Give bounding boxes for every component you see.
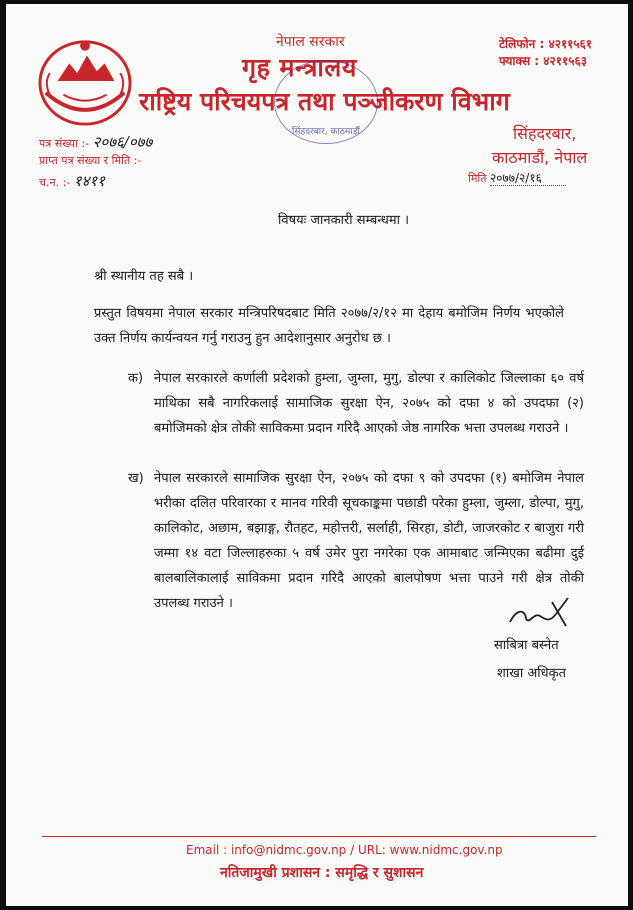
patra-label: पत्र संख्या :- <box>39 137 90 150</box>
signatory-name: साबित्रा बस्नेत <box>494 638 559 653</box>
address-line-1: सिंहदरबार, <box>513 124 577 143</box>
patra-value: २०७६/०७७ <box>92 133 153 151</box>
government-name: नेपाल सरकार <box>276 34 345 50</box>
letter-subject: विषयः जानकारी सम्बन्धमा । <box>278 213 410 228</box>
nepal-emblem-icon <box>36 34 134 128</box>
department-name: राष्ट्रिय परिचयपत्र तथा पञ्जीकरण विभाग <box>139 87 510 116</box>
ministry-name: गृह मन्त्रालय <box>242 53 357 82</box>
item-text: नेपाल सरकारले कर्णाली प्रदेशको हुम्ला, जुम्ला, मुगु, डोल्पा र कालिकोट जिल्लाका ६० वर्ष माथिका सबै नागरिकलाई सामाजिक सुरक्षा ऐन, २०७५ को दफा ४ को उपदफा (२) बमोजिमको क्षेत्र तोकी साविकमा प्रदान गरिदै आएको जेष्ठ नागरिक भत्ता उपलब्ध गराउने । <box>154 371 584 436</box>
item-label: ख) <box>128 471 144 486</box>
signature-mark <box>506 592 574 632</box>
stamp-text: सिंहदरबार, काठमाडौं <box>292 127 360 137</box>
intro-paragraph: प्रस्तुत विषयमा नेपाल सरकार मन्त्रिपरिषदबाट मिति २०७७/२/१२ मा देहाय बमोजिम निर्णय भएकोले उक्त निर्णय कार्यन्वयन गर्नु गराउनु हुन आदेशानुसार अनुरोध छ । <box>94 306 564 346</box>
fax-number: फ्याक्स : ४२११५६३ <box>499 54 587 68</box>
chalani-number <box>39 171 105 191</box>
prapta-patra <box>39 153 141 168</box>
date-label: मिति <box>468 172 487 185</box>
patra-sankhya <box>39 132 152 152</box>
prapta-label: प्राप्त पत्र संख्या र मिति :- <box>39 154 142 167</box>
signatory-title: शाखा अधिकृत <box>497 666 567 681</box>
footer-motto: नतिजामुखी प्रशासन : समृद्धि र सुशासन <box>220 865 424 881</box>
letter-date <box>468 169 566 186</box>
salutation: श्री स्थानीय तह सबै । <box>94 269 194 284</box>
item-label: क) <box>128 371 144 386</box>
footer-divider <box>42 836 596 837</box>
chalani-label: च.न. :- <box>39 176 71 189</box>
telephone-number: टेलिफोन : ४२११५६१ <box>499 37 593 51</box>
address-line-2: काठमाडौं, नेपाल <box>492 148 588 167</box>
letter-page <box>6 4 628 906</box>
date-value: २०७७/२/१६ <box>490 171 566 186</box>
item-text: नेपाल सरकारले सामाजिक सुरक्षा ऐन, २०७५ को दफा ९ को उपदफा (१) बमोजिम नेपाल भरीका दलित परिवारका र मानव गरिवी सूचकाङ्कमा पछाडी परेका हुम्ला, जुम्ला, डोल्पा, मुगु, कालिकोट, अछाम, बझाङ्ग, रौतहट, महोत्तरी, सर्लाही, सिरहा, डोटी, जाजरकोट र बाजुरा गरी जम्मा १४ वटा जिल्लाहरुका ५ वर्ष उमेर पुरा नगरेका एक आमाबाट जन्मिएका बढीमा दुई बालबालिकालाई साविकमा प्रदान गरिदै आएको बालपोषण भत्ता पाउने गरी क्षेत्र तोकी उपलब्ध गराउने । <box>154 471 584 611</box>
footer-contact: Email : info@nidmc.gov.np / URL: www.nidmc.gov.np <box>186 843 503 857</box>
chalani-value: १४११ <box>73 172 105 190</box>
